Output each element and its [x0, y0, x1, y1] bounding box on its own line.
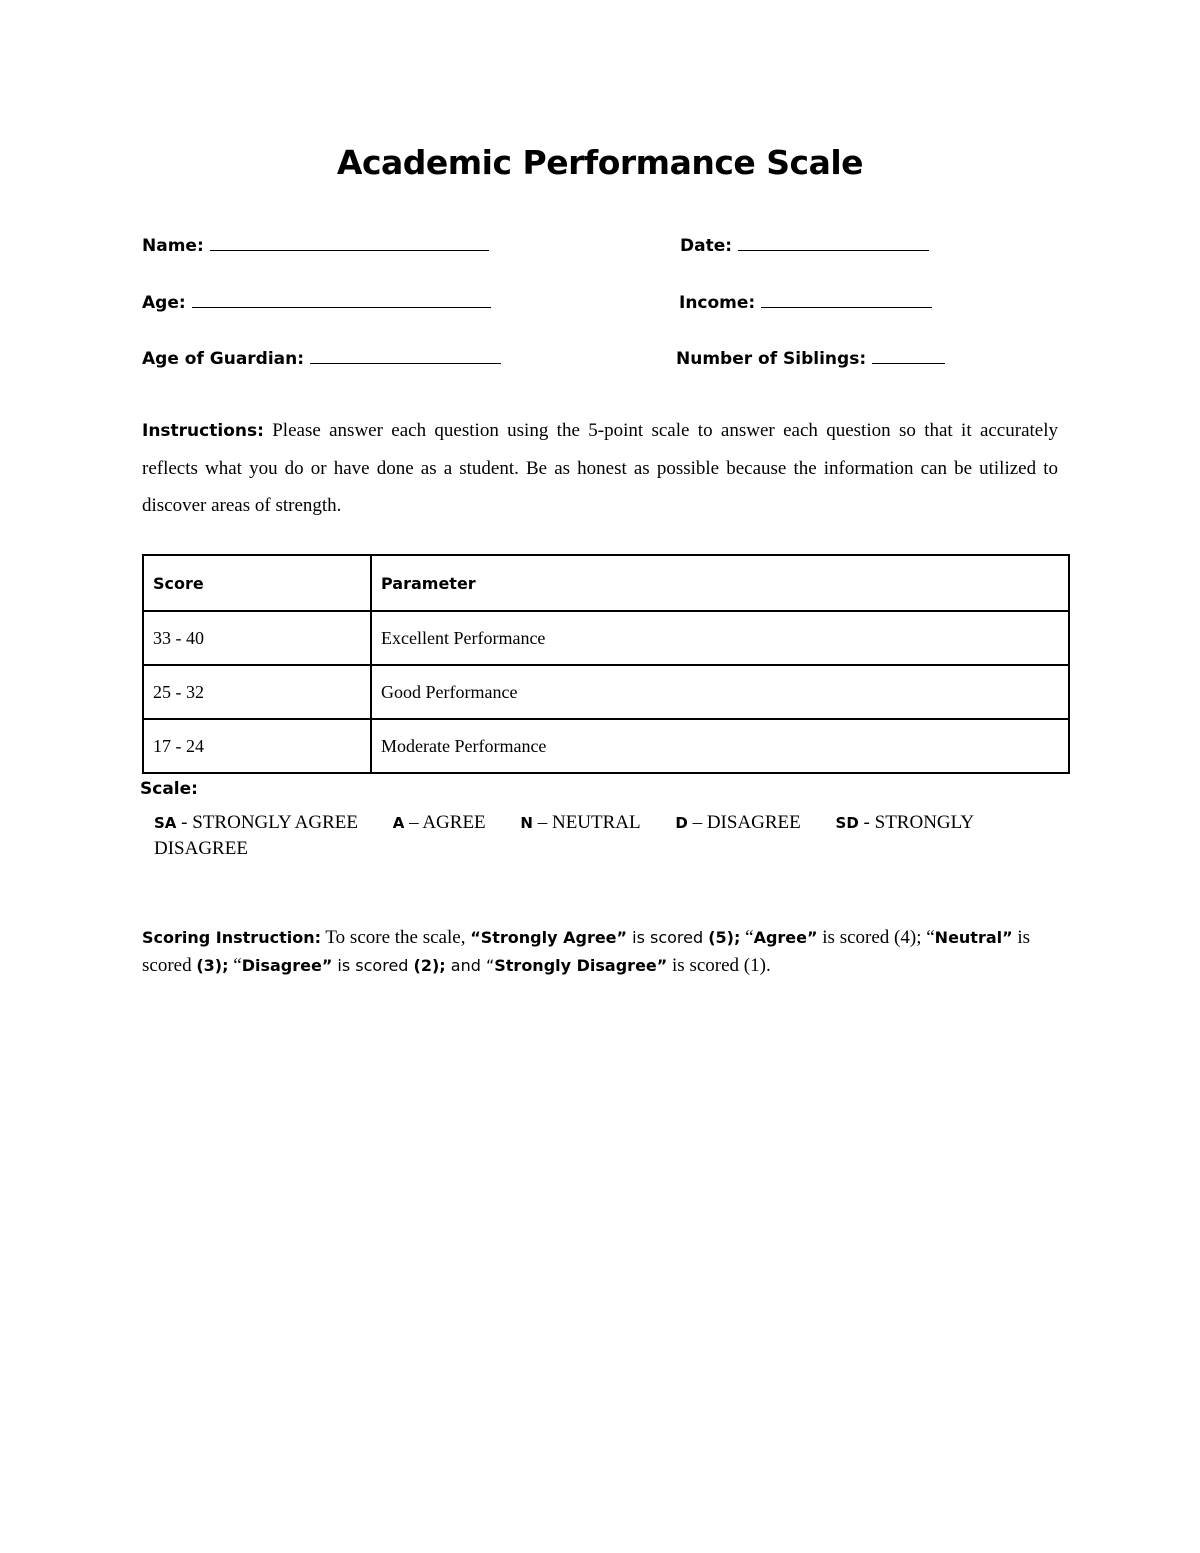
date-field[interactable] [680, 232, 929, 256]
age-blank-line[interactable] [192, 289, 491, 308]
income-label: Income: [679, 293, 756, 313]
age-label: Age: [142, 293, 186, 313]
scale-text: STRONGLY AGREE [192, 812, 359, 833]
income-blank-line[interactable] [761, 289, 932, 308]
score-cell: 33 - 40 [143, 611, 371, 665]
scoring-text: “ [740, 927, 754, 948]
table-row [143, 665, 1069, 719]
scale-abbr: D [675, 814, 688, 832]
score-table [142, 554, 1070, 774]
page-title: Academic Performance Scale [336, 143, 864, 182]
scoring-text: is scored [627, 928, 709, 947]
age-field[interactable] [142, 289, 491, 313]
scoring-text: is scored (4); “ [817, 927, 935, 948]
score-cell: 17 - 24 [143, 719, 371, 773]
income-field[interactable] [679, 289, 932, 313]
scale-text: STRONGLY DISAGREE [154, 812, 974, 859]
scale-abbr: A [392, 814, 405, 832]
scale-text: NEUTRAL [551, 812, 641, 833]
scale-separator: – [532, 812, 552, 833]
parameter-header: Parameter [371, 555, 1069, 611]
number-of-siblings-label: Number of Siblings: [676, 349, 867, 369]
scoring-value: (5); [708, 928, 741, 947]
name-blank-line[interactable] [210, 232, 489, 251]
scale-text: AGREE [422, 812, 486, 833]
scale-abbr: N [520, 814, 533, 832]
scoring-term: Neutral” [934, 928, 1013, 947]
parameter-cell: Good Performance [371, 665, 1069, 719]
table-header-row [143, 555, 1069, 611]
table-row [143, 611, 1069, 665]
scoring-text: To score the scale, [320, 927, 471, 948]
scale-separator: – [404, 812, 423, 833]
number-of-siblings-blank-line[interactable] [872, 345, 945, 364]
age-of-guardian-blank-line[interactable] [310, 345, 501, 364]
scale-separator: – [687, 812, 707, 833]
instructions-text: Please answer each question using the 5-point scale to answer each question so that it accurately reflects what you do or have done as a student. Be as honest as possible because the information can be utilized to discover areas of strength. [142, 420, 1058, 516]
scoring-value: (2); [413, 956, 446, 975]
number-of-siblings-field[interactable] [676, 345, 945, 369]
scoring-term: Strongly Disagree” [494, 956, 668, 975]
instructions-paragraph [142, 412, 1058, 524]
score-header: Score [143, 555, 371, 611]
parameter-cell: Moderate Performance [371, 719, 1069, 773]
scale-text: DISAGREE [706, 812, 801, 833]
scoring-text: is scored [142, 927, 1031, 976]
scale-separator: - [858, 812, 875, 833]
age-of-guardian-field[interactable] [142, 345, 501, 369]
scoring-label: Scoring Instruction: [142, 928, 321, 947]
scoring-text: is scored [332, 956, 414, 975]
scoring-term: Agree” [753, 928, 818, 947]
name-label: Name: [142, 236, 204, 256]
name-field[interactable] [142, 232, 489, 256]
scale-separator: - [176, 812, 193, 833]
scale-abbr: SA [154, 814, 177, 832]
scoring-text: is scored (1). [667, 955, 771, 976]
table-row [143, 719, 1069, 773]
age-of-guardian-label: Age of Guardian: [142, 349, 305, 369]
date-label: Date: [680, 236, 733, 256]
scoring-term: Disagree” [241, 956, 333, 975]
scale-item-n [520, 812, 640, 833]
scoring-term: “Strongly Agree” [470, 928, 628, 947]
scale-item-d [675, 812, 800, 833]
scoring-instruction-paragraph [142, 924, 1062, 980]
scoring-value: (3); [196, 956, 229, 975]
scale-item-a [393, 812, 486, 833]
scale-item-sa [154, 812, 358, 833]
scale-title: Scale: [140, 779, 198, 799]
scale-legend [154, 810, 984, 861]
date-blank-line[interactable] [738, 232, 929, 251]
score-cell: 25 - 32 [143, 665, 371, 719]
scoring-text: “ [228, 955, 242, 976]
parameter-cell: Excellent Performance [371, 611, 1069, 665]
instructions-label: Instructions: [142, 421, 264, 441]
scale-abbr: SD [835, 814, 859, 832]
scoring-text: and “ [445, 956, 495, 975]
